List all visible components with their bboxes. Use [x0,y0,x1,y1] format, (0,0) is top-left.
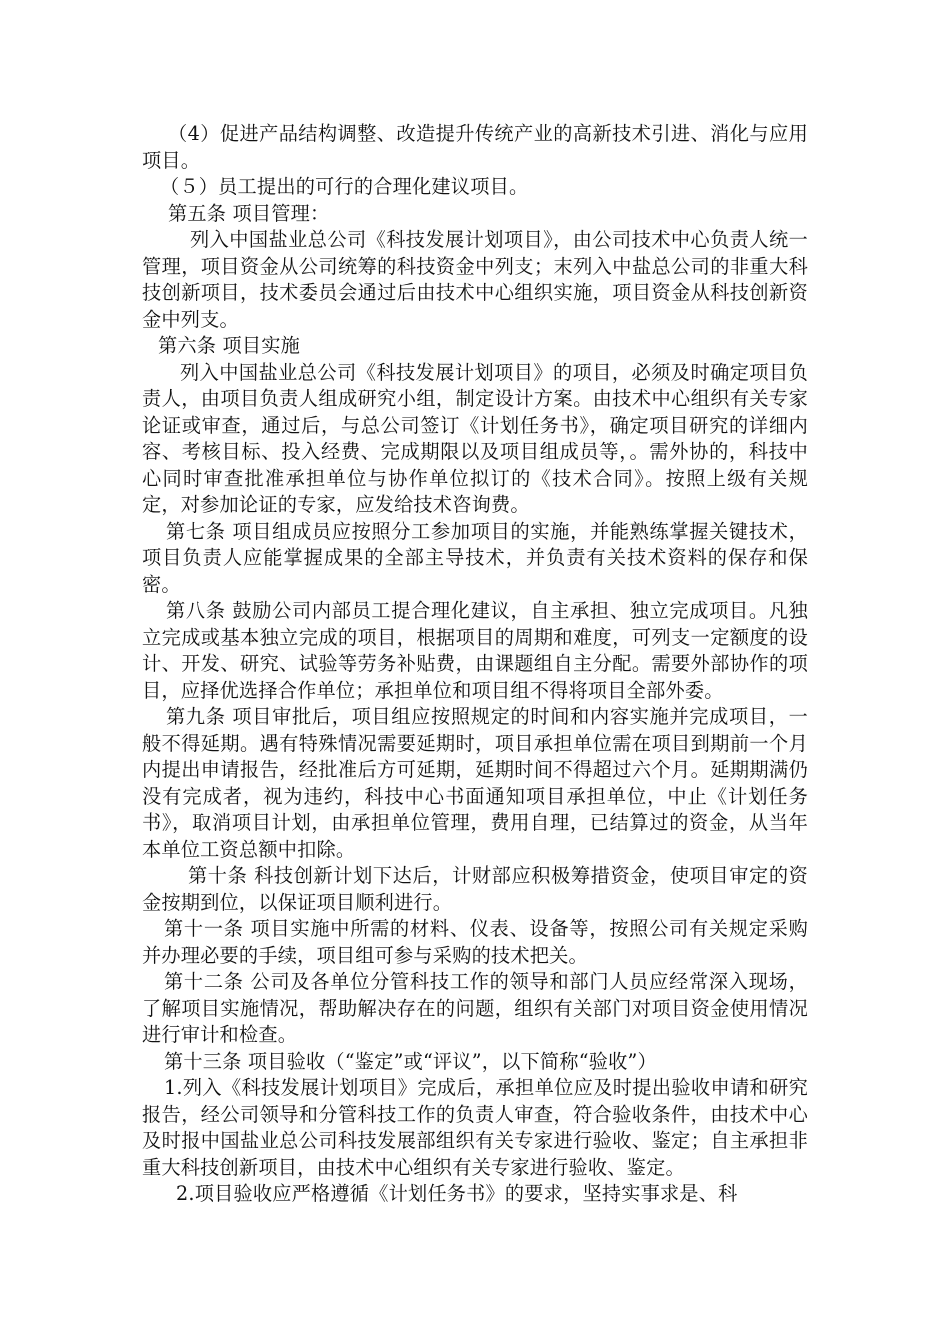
paragraph-item-5: （５）员工提出的可行的合理化建议项目。 [160,175,529,198]
article-13-heading: 第十三条 项目验收（“鉴定”或“评议”，以下简称“验收”） [164,1049,657,1073]
article-7: 第七条 项目组成员应按照分工参加项目的实施，并能熟练掌握关键技术，项目负责人应能掌握成果的全部主导技术，并负责有关技术资料的保存和保密。 [142,519,808,596]
article-5-body: 列入中国盐业总公司《科技发展计划项目》，由公司技术中心负责人统一管理，项目资金从公司统筹的科技资金中列支；末列入中盐总公司的非重大科技创新项目，技术委员会通过后由技术中心组织实施，项目资金从科技创新资金中列支。 [142,228,808,331]
document-body [142,121,808,1208]
paragraph-item-4: （4）促进产品结构调整、改造提升传统产业的高新技术引进、消化与应用项目。 [142,122,808,172]
article-5-heading: 第五条 项目管理： [168,201,330,225]
article-13-item-1: 1.列入《科技发展计划项目》完成后，承担单位应及时提出验收申请和研究报告，经公司领导和分管科技工作的负责人审查，符合验收条件，由技术中心及时报中国盐业总公司科技发展部组织有关专家进行验收、鉴定；自主承担非重大科技创新项目，由技术中心组织有关专家进行验收、鉴定。 [142,1076,808,1179]
article-13-item-2: 2.项目验收应严格遵循《计划任务书》的要求，坚持实事求是、科 [176,1182,738,1205]
article-6-body: 列入中国盐业总公司《科技发展计划项目》的项目，必须及时确定项目负责人，由项目负责人组成研究小组，制定设计方案。由技术中心组织有关专家论证或审查，通过后，与总公司签订《计划任务书》，确定项目研究的详细内容、考核目标、投入经费、完成期限以及项目组成员等，。需外协的，科技中心同时审查批准承担单位与协作单位拟订的《技术合同》。按照上级有关规定，对参加论证的专家，应发给技术咨询费。 [142,360,808,516]
article-8: 第八条 鼓励公司内部员工提合理化建议，自主承担、独立完成项目。凡独立完成或基本独立完成的项目，根据项目的周期和难度，可列支一定额度的设计、开发、研究、试验等劳务补贴费，由课题组自主分配。需要外部协作的项目，应择优选择合作单位；承担单位和项目组不得将项目全部外委。 [142,599,808,702]
article-11: 第十一条 项目实施中所需的材料、仪表、设备等，按照公司有关规定采购并办理必要的手续，项目组可参与采购的技术把关。 [142,917,808,967]
article-9: 第九条 项目审批后，项目组应按照规定的时间和内容实施并完成项目，一般不得延期。遇有特殊情况需要延期时，项目承担单位需在项目到期前一个月内提出申请报告，经批准后方可延期，延期时间不得超过六个月。延期期满仍没有完成者，视为违约，科技中心书面通知项目承担单位，中止《计划任务书》，取消项目计划，由承担单位管理，费用自理，已结算过的资金，从当年本单位工资总额中扣除。 [142,705,808,861]
article-6-heading: 第六条 项目实施 [158,334,301,357]
article-12: 第十二条 公司及各单位分管科技工作的领导和部门人员应经常深入现场，了解项目实施情况，帮助解决存在的问题，组织有关部门对项目资金使用情况进行审计和检查。 [142,970,808,1046]
article-10: 第十条 科技创新计划下达后，计财部应积极筹措资金，使项目审定的资金按期到位，以保证项目顺利进行。 [142,864,808,914]
